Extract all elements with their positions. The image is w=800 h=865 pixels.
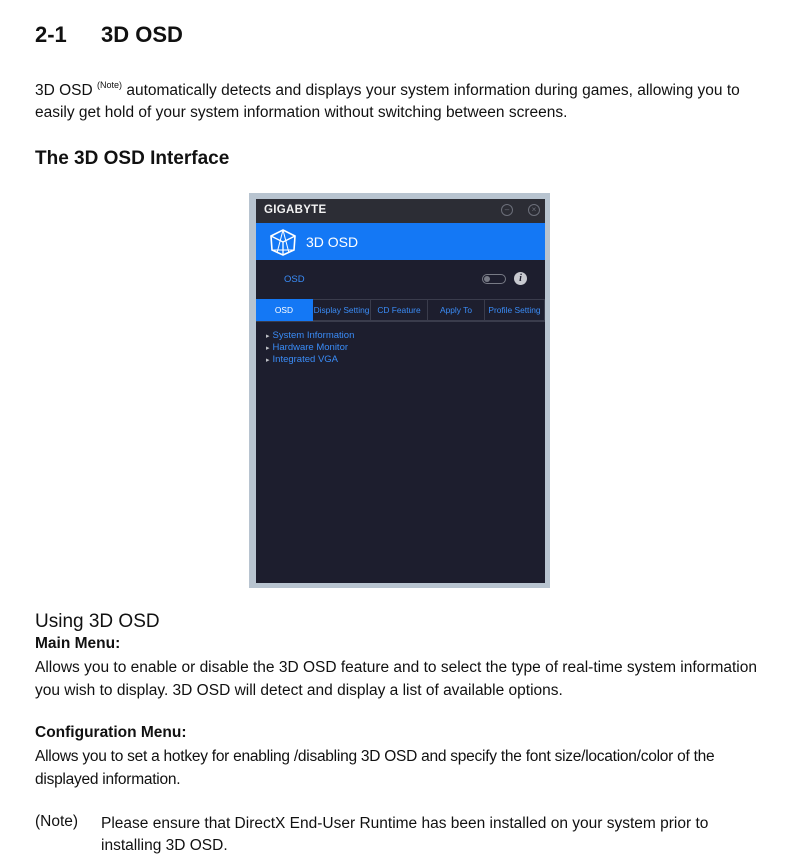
main-menu-heading: Main Menu: [35,635,121,652]
minimize-icon[interactable]: – [501,204,513,216]
menu-item-integrated-vga[interactable] [266,354,354,366]
app-title: 3D OSD [306,234,359,250]
intro-paragraph [35,74,770,124]
osd-toggle-row [256,260,545,298]
tab-apply-to[interactable]: Apply To [428,299,485,321]
note-text: Please ensure that DirectX End-User Runtime has been installed on your system prior to installing 3D OSD. [101,815,709,854]
intro-text: automatically detects and displays your system information during games, allowing you to easily get hold of your system information without switching between screens. [35,82,740,121]
caret-right-icon: ▸ [266,333,270,340]
caret-right-icon: ▸ [266,357,270,364]
menu-item-label: Hardware Monitor [272,342,349,353]
note-label: (Note) [35,813,79,830]
using-heading: Using 3D OSD [35,611,160,632]
tab-display-setting[interactable]: Display Setting [313,299,371,321]
app-banner [256,223,545,260]
info-icon[interactable]: i [514,272,527,285]
osd-toggle-switch[interactable] [482,274,506,284]
app-window [256,199,545,583]
tab-osd[interactable]: OSD [256,299,313,321]
brand-logo: GIGABYTE [264,204,327,216]
caret-right-icon: ▸ [266,345,270,352]
title-bar [256,199,545,223]
tab-cd-feature[interactable]: CD Feature [371,299,428,321]
menu-item-label: Integrated VGA [272,354,338,365]
config-menu-heading: Configuration Menu: [35,724,187,741]
tab-profile-setting[interactable]: Profile Setting [485,299,545,321]
menu-item-label: System Information [272,330,355,341]
main-menu-text: Allows you to enable or disable the 3D OSD feature and to select the type of real-time system information you wish to display. 3D OSD will detect and display a list of available options. [35,659,757,699]
section-heading [35,22,183,48]
intro-note-ref: (Note) [97,80,123,90]
osd-label: OSD [284,274,305,285]
menu-item-system-information[interactable] [266,330,354,342]
config-menu-text: Allows you to set a hotkey for enabling /disabling 3D OSD and specify the font size/location/color of the displayed information. [35,748,715,788]
section-title: 3D OSD [101,22,183,47]
intro-prefix: 3D OSD [35,82,98,99]
osd-logo-icon [268,228,298,256]
close-icon[interactable]: × [528,204,540,216]
tab-bar [256,299,545,322]
info-menu [266,330,354,366]
menu-item-hardware-monitor[interactable] [266,342,354,354]
section-number: 2-1 [35,22,67,47]
interface-heading: The 3D OSD Interface [35,148,230,169]
